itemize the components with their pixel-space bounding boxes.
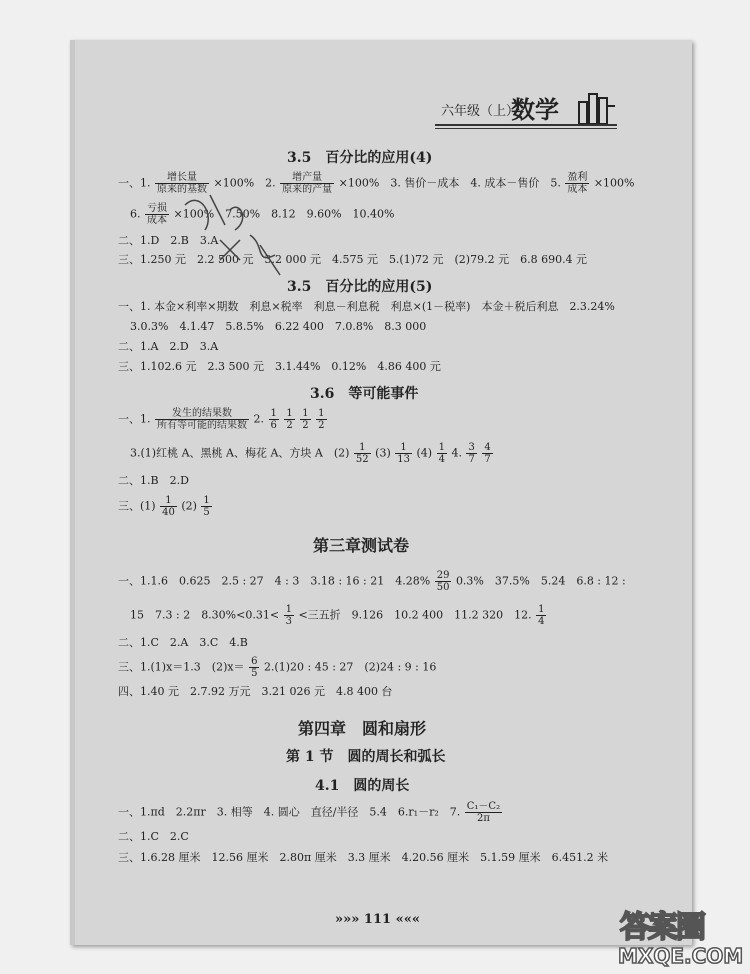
section-title-3-6: 3.6 等可能事件: [310, 386, 419, 402]
header-rule-thin: [435, 128, 617, 129]
fraction: $\frac{1}{2}$: [302, 408, 309, 431]
page-binding-edge: [70, 40, 75, 945]
fraction: $\frac{1}{13}$: [397, 442, 410, 465]
handwriting-scribble: [180, 185, 290, 280]
answer-line: 6. $\frac{\text{亏损}}{\text{成本}}$ ×100% 7.50% 8.12 9.60% 10.40%: [130, 203, 395, 226]
fraction: $\frac{1}{52}$: [355, 442, 369, 465]
section-title-4-1: 4.1 圆的周长: [315, 778, 410, 794]
answer-line: 一、1. 本金×利率×期数 利息×税率 利息－利息税 利息×(1－税率) 本金＋税后利息 2.3.24%: [118, 300, 615, 313]
fraction: $\frac{1}{3}$: [285, 604, 292, 627]
fraction: $\frac{1}{4}$: [438, 442, 445, 465]
books-icon: [575, 88, 617, 124]
watermark-url: MXQE.COM: [618, 944, 744, 968]
header-rule: [435, 124, 617, 126]
fraction: $\frac{\text{盈利}}{\text{成本}}$: [567, 172, 588, 195]
fraction: $\frac{1}{4}$: [538, 604, 545, 627]
answer-line: 一、1. $\frac{\text{发生的结果数}}{\text{所有等可能的结果数}}$ 2. $\frac{1}{6}$ $\frac{1}{2}$ $\frac{1}{2}$ $\frac{1}{2}$: [118, 408, 325, 431]
answer-line: 一、1.πd 2.2πr 3. 相等 4. 圆心 直径/半径 5.4 6.r₁－r₂ 7. $\frac{\text{C₁－C₂}}{2\pi}$: [118, 801, 501, 824]
page-arrows-left: »»»: [335, 912, 360, 927]
fraction: $\frac{1}{2}$: [286, 408, 293, 431]
fraction: $\frac{6}{5}$: [251, 656, 258, 679]
answer-line: 一、1. $\frac{\text{增长量}}{\text{原来的基数}}$ ×100% 2. $\frac{\text{增产量}}{\text{原来的产量}}$ ×100% 3. 售价－成本 4. 成本－售价 5. $\frac{\text{盈利}}{\text{成本}}$ ×100%: [118, 172, 635, 195]
answer-line: 二、1.C 2.A 3.C 4.B: [118, 636, 248, 649]
watermark-logo: 答案圈: [620, 910, 704, 945]
answer-line: 四、1.40 元 2.7.92 万元 3.21 026 元 4.8 400 台: [118, 685, 393, 698]
fraction: $\frac{1}{6}$: [270, 408, 277, 431]
fraction: $\frac{1}{5}$: [203, 495, 210, 518]
header-subject: 数学: [511, 96, 559, 124]
section-title-3-5-4: 3.5 百分比的应用(4): [287, 150, 433, 166]
answer-line: 三、1.6.28 厘米 12.56 厘米 2.80π 厘米 3.3 厘米 4.20.56 厘米 5.1.59 厘米 6.451.2 米: [118, 851, 609, 864]
fraction: $\frac{1}{2}$: [318, 408, 325, 431]
answer-line: 15 7.3 : 2 8.30%<0.31< $\frac{1}{3}$ <三五折 9.126 10.2 400 11.2 320 12. $\frac{1}{4}$: [130, 604, 545, 627]
fraction: $\frac{29}{50}$: [436, 570, 450, 593]
page-arrows-right: «««: [395, 912, 420, 927]
header-grade: 六年级（上）: [441, 104, 520, 119]
fraction: $\frac{1}{40}$: [162, 495, 175, 518]
fraction: $\frac{\text{增长量}}{\text{原来的基数}}$: [157, 172, 207, 195]
fraction: $\frac{4}{7}$: [484, 442, 491, 465]
answer-line: 三、1.250 元 2.2 500 元 3.2 000 元 4.575 元 5.(1)72 元 (2)79.2 元 6.8 690.4 元: [118, 253, 588, 266]
answer-line: 三、(1) $\frac{1}{40}$ (2) $\frac{1}{5}$: [118, 495, 210, 518]
fraction: $\frac{\text{亏损}}{\text{成本}}$: [147, 203, 167, 226]
page-header: [435, 86, 617, 128]
answer-line: 二、1.A 2.D 3.A: [118, 340, 219, 353]
answer-line: 二、1.D 2.B 3.A: [118, 234, 219, 247]
chapter-title: 第四章 圆和扇形: [298, 719, 427, 738]
answer-line: 二、1.C 2.C: [118, 830, 189, 843]
fraction: $\frac{\text{发生的结果数}}{\text{所有等可能的结果数}}$: [157, 408, 247, 431]
watermark: [612, 900, 742, 972]
section-title-3-5-5: 3.5 百分比的应用(5): [287, 279, 433, 295]
answer-line: 二、1.B 2.D: [118, 474, 189, 487]
chapter-test-title: 第三章测试卷: [313, 536, 410, 555]
section-heading: 第 1 节 圆的周长和弧长: [286, 749, 446, 765]
answer-line: 3.(1)红桃 A、黑桃 A、梅花 A、方块 A (2) $\frac{1}{52}$ (3) $\frac{1}{13}$ (4) $\frac{1}{4}$ 4. $\frac{3}{7}$ $\frac{4}{7}$: [130, 442, 491, 465]
fraction: $\frac{\text{增产量}}{\text{原来的产量}}$: [282, 172, 333, 195]
answer-line: 三、1.102.6 元 2.3 500 元 3.1.44% 0.12% 4.86 400 元: [118, 360, 441, 373]
answer-line: 3.0.3% 4.1.47 5.8.5% 6.22 400 7.0.8% 8.3 000: [130, 320, 427, 333]
page-number: »»» 111 «««: [335, 912, 420, 927]
answer-line: 一、1.1.6 0.625 2.5 : 27 4 : 3 3.18 : 16 : 21 4.28% $\frac{29}{50}$ 0.3% 37.5% 5.24 6.8 : 12 :: [118, 570, 626, 593]
answer-line: 三、1.(1)x＝1.3 (2)x＝ $\frac{6}{5}$ 2.(1)20 : 45 : 27 (2)24 : 9 : 16: [118, 656, 437, 679]
fraction: $\frac{\text{C₁－C₂}}{2\pi}$: [466, 801, 501, 824]
fraction: $\frac{3}{7}$: [468, 442, 475, 465]
